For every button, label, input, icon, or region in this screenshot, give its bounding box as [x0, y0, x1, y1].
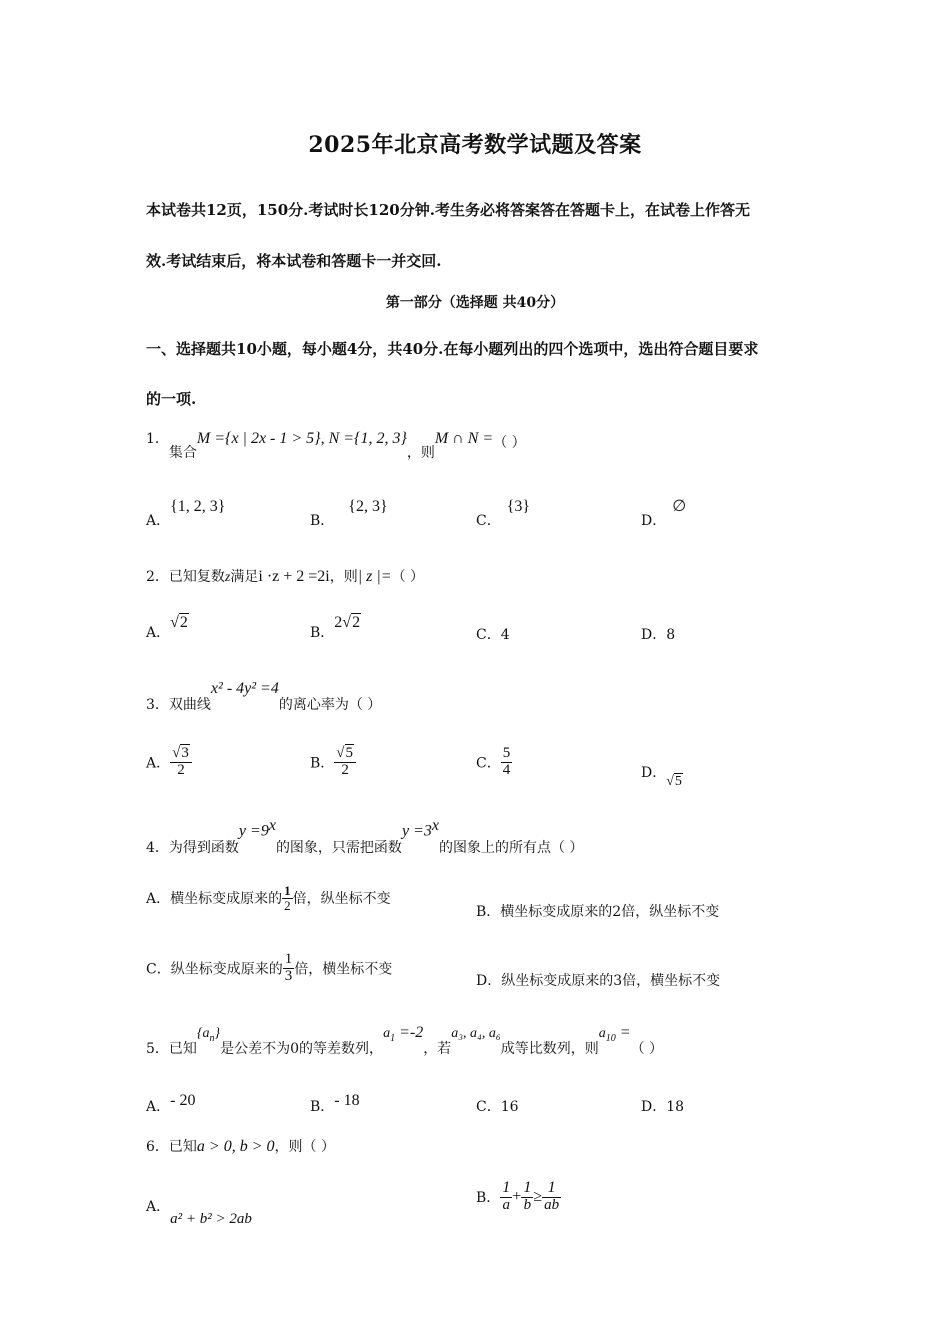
sequence-index: n	[209, 1032, 215, 1044]
q1-number: 1．	[146, 431, 169, 447]
section1-line-2: 的一项.	[146, 390, 197, 408]
term-symbol: a	[598, 1026, 606, 1041]
q4-stem-mid: 的图象，只需把函数	[275, 839, 402, 856]
q5-target-term	[598, 1024, 631, 1044]
option-label: D．	[641, 627, 667, 643]
q2-option-a	[146, 612, 189, 641]
intro-line-2: 效.考试结束后，将本试卷和答题卡一并交回.	[146, 252, 442, 270]
term-index: 1	[390, 1032, 396, 1044]
q2-number: 2．	[146, 569, 169, 585]
q2-then: ，则	[329, 569, 358, 585]
sequence-symbol: a	[202, 1026, 210, 1041]
option-label: B．	[310, 513, 335, 529]
q1-intersection-formula: M ∩ N =	[434, 430, 494, 447]
q4-number: 4．	[146, 839, 169, 856]
q5-option-c	[476, 1096, 519, 1116]
q5-if: ，若	[423, 1041, 452, 1057]
option-label: C．	[476, 755, 501, 772]
term-equals: =	[615, 1024, 631, 1041]
q5-answer-blank: （ ）	[630, 1041, 664, 1057]
option-text: 倍，横坐标不变	[294, 961, 393, 978]
option-value: {3}	[506, 498, 531, 515]
q6-number: 6．	[146, 1139, 169, 1155]
q2-satisfies: 满足	[230, 569, 259, 585]
option-value: 2	[352, 614, 361, 631]
option-text: 横坐标变成原来的2倍，纵坐标不变	[500, 904, 720, 920]
q1-then: ，则	[406, 445, 435, 461]
q3-option-b	[310, 746, 356, 779]
option-value: 16	[500, 1099, 519, 1115]
q4-function-2: y =3	[401, 822, 432, 840]
option-label: C．	[146, 961, 171, 978]
sqrt-symbol: √2	[342, 614, 361, 631]
fraction-numerator: 1	[284, 883, 291, 898]
q2-equation: i ·z + 2 =2i	[258, 568, 330, 585]
option-label: B．	[310, 1099, 335, 1115]
q4-option-a	[146, 884, 391, 912]
q4-option-b	[476, 901, 719, 921]
q3-option-c	[476, 746, 512, 779]
geq-sign: ≥	[533, 1187, 543, 1205]
option-value: {1, 2, 3}	[170, 498, 226, 515]
fraction-denominator: 2	[177, 761, 185, 778]
option-value: 8	[666, 627, 676, 643]
fraction	[500, 1180, 512, 1214]
q3-option-d	[641, 762, 683, 789]
q6-option-b	[476, 1180, 561, 1214]
option-label: C．	[476, 1099, 501, 1115]
option-text: 纵坐标变成原来的	[170, 961, 283, 978]
fraction-numerator: 3	[181, 745, 189, 761]
section1-line-1: 一、选择题共10小题，每小题4分，共40分.在每小题列出的四个选项中，选出符合题目要求	[146, 340, 759, 358]
fraction-denominator: 2	[341, 761, 349, 778]
q4-stem: 为得到函数	[168, 839, 239, 856]
fraction-denominator: 4	[502, 761, 511, 778]
option-value: - 18	[334, 1092, 360, 1109]
q1-option-b	[310, 496, 388, 529]
q2-var: z	[224, 570, 231, 585]
q6-stem: 已知	[168, 1139, 197, 1155]
q4-exponent-2: x	[431, 817, 439, 834]
fraction-numerator: 1	[502, 1179, 511, 1196]
option-label: D．	[641, 1099, 667, 1115]
q6-option-a	[146, 1196, 252, 1227]
term-symbol: a	[383, 1026, 391, 1041]
q4-exponent-1: x	[268, 817, 276, 834]
option-label: D．	[641, 513, 667, 529]
q5-first-term	[383, 1024, 424, 1044]
option-label: B．	[476, 904, 501, 920]
q1-option-c	[476, 496, 531, 529]
q4-option-c	[146, 952, 392, 985]
question-1	[146, 428, 526, 461]
fraction: $\frac{√3}{2}$	[170, 746, 192, 779]
q5-option-d	[641, 1096, 684, 1116]
q2-answer-blank: （ ）	[391, 569, 425, 585]
q1-option-d	[641, 496, 687, 529]
question-4	[146, 817, 584, 856]
option-label: C．	[476, 513, 501, 529]
fraction-denominator: a	[502, 1196, 511, 1213]
option-label: A．	[146, 891, 171, 908]
intro-line-1: 本试卷共12页，150分.考试时长120分钟.考生务必将答案答在答题卡上，在试卷上作答无	[146, 201, 750, 219]
option-value: 4	[500, 627, 510, 643]
fraction: $\frac{√5}{2}$	[334, 746, 356, 779]
option-label: D．	[641, 765, 667, 781]
q1-set-formula: M ={x | 2x - 1 > 5}, N ={1, 2, 3}	[196, 430, 407, 447]
term-index: 10	[605, 1032, 616, 1044]
option-label: B．	[476, 1189, 501, 1206]
option-value: {2, 3}	[348, 498, 388, 515]
q3-option-a	[146, 746, 192, 779]
option-label: A．	[146, 755, 171, 772]
q5-stem-mid: 是公差不为0的等差数列，	[220, 1041, 384, 1057]
fraction	[282, 884, 293, 912]
fraction	[501, 746, 513, 779]
option-value: - 20	[170, 1092, 196, 1109]
q5-number: 5．	[146, 1041, 169, 1057]
q5-option-b	[310, 1090, 360, 1115]
part1-heading: 第一部分（选择题 共40分）	[385, 295, 565, 311]
q2-modulus: | z |=	[357, 568, 392, 585]
q4-stem-end: 的图象上的所有点（ ）	[438, 839, 584, 856]
question-3	[146, 678, 382, 713]
option-text: 倍，纵坐标不变	[292, 891, 391, 908]
q1-stem: 集合	[168, 445, 197, 461]
fraction	[283, 952, 295, 985]
q3-stem-end: 的离心率为（ ）	[278, 697, 382, 713]
plus-sign: +	[512, 1187, 522, 1205]
question-5	[146, 1022, 664, 1057]
q6-stem-end: ，则（ ）	[274, 1139, 335, 1155]
fraction-numerator: 1	[284, 951, 293, 967]
q1-option-a	[146, 496, 226, 529]
option-label: C．	[476, 627, 501, 643]
option-value: a² + b² > 2ab	[170, 1211, 252, 1227]
q4-option-d	[476, 970, 720, 990]
fraction-denominator: ab	[544, 1196, 560, 1213]
option-label: A．	[146, 1199, 171, 1215]
q3-hyperbola-equation: x² - 4y² =4	[210, 680, 279, 697]
option-value: 18	[666, 1099, 685, 1115]
sqrt-symbol: √2	[170, 614, 188, 631]
option-label: D．	[476, 973, 502, 989]
fraction-numerator: 1	[542, 1180, 561, 1198]
q5-terms: a₃, a₄, a₆	[451, 1026, 501, 1041]
option-label: B．	[310, 755, 335, 772]
option-label: A．	[146, 1099, 171, 1115]
q2-option-b	[310, 612, 361, 641]
q4-function-1: y =9	[238, 822, 269, 840]
question-6	[146, 1136, 335, 1156]
question-2	[146, 566, 424, 586]
q6-condition: a > 0, b > 0	[196, 1138, 275, 1155]
option-coefficient: 2	[334, 614, 343, 631]
q2-stem: 已知复数	[168, 569, 225, 585]
q3-number: 3．	[146, 697, 169, 713]
term-value: =-2	[395, 1024, 424, 1041]
q3-stem: 双曲线	[168, 697, 211, 713]
fraction	[521, 1180, 533, 1214]
fraction	[542, 1180, 561, 1214]
option-text: 横坐标变成原来的	[170, 891, 283, 908]
q1-answer-blank: （ ）	[493, 435, 526, 451]
option-label: B．	[310, 625, 335, 641]
q5-stem-mid2: 成等比数列，则	[500, 1041, 599, 1057]
q2-option-d	[641, 624, 675, 644]
option-value: 5	[674, 774, 682, 789]
q5-option-a	[146, 1090, 196, 1115]
fraction-numerator: 5	[345, 745, 354, 761]
option-text: 纵坐标变成原来的3倍，横坐标不变	[501, 973, 721, 989]
fraction-denominator: b	[523, 1196, 532, 1213]
option-value: ∅	[672, 498, 687, 515]
fraction-numerator: 5	[502, 745, 511, 761]
fraction-denominator: 3	[284, 967, 293, 984]
fraction-denominator: 2	[284, 897, 291, 913]
fraction-numerator: 1	[523, 1179, 532, 1196]
page-title: 2025年北京高考数学试题及答案	[308, 132, 642, 158]
q2-option-c	[476, 624, 510, 644]
q5-sequence: $\{a_n\}$	[196, 1026, 221, 1044]
option-label: A．	[146, 625, 171, 641]
q5-stem: 已知	[168, 1041, 197, 1057]
sqrt-symbol: √5	[666, 774, 682, 789]
option-value: 2	[179, 614, 188, 631]
option-label: A．	[146, 513, 171, 529]
